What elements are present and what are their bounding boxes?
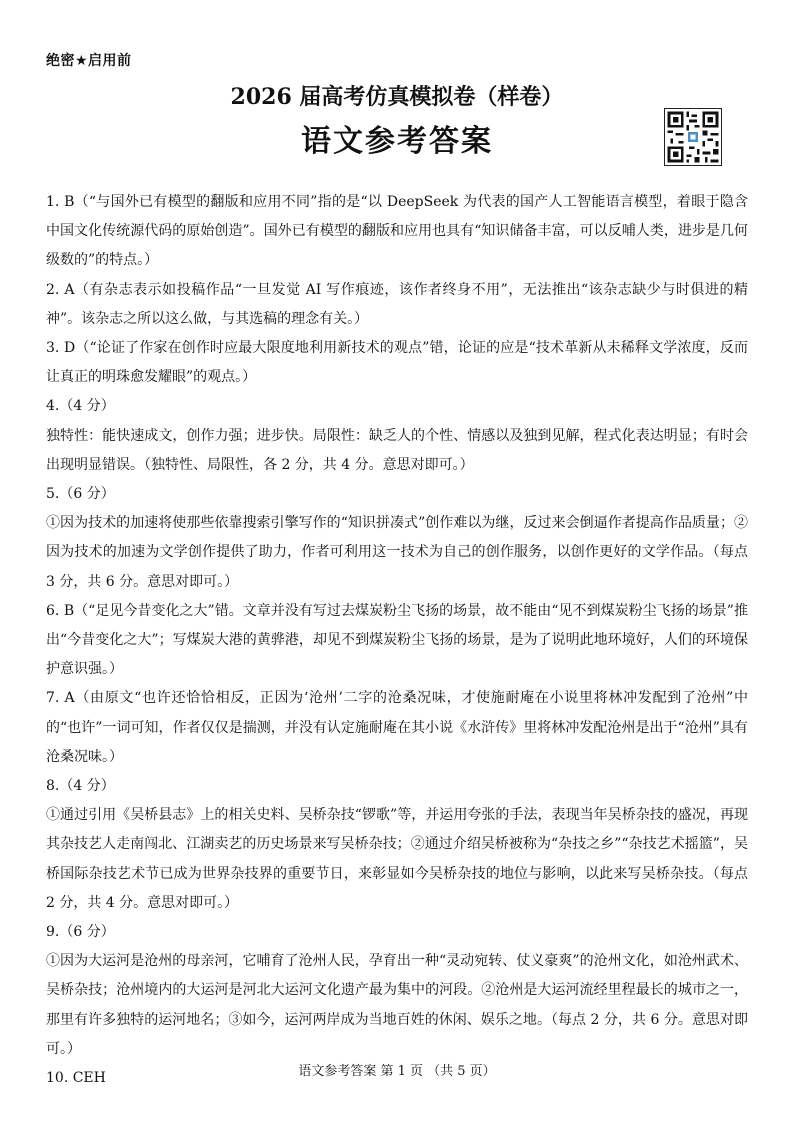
answer-9-heading: 9.（6 分） bbox=[46, 924, 115, 941]
page-footer: 语文参考答案 第 1 页 （共 5 页） bbox=[298, 1064, 496, 1079]
confidential-mark: 绝密★启用前 bbox=[46, 53, 132, 69]
answer-4-body: 独特性：能快速成文，创作力强；进步快。局限性：缺乏人的个性、情感以及独到见解，程式化表达明显；有时会出现明显错误。（独特性、局限性，各 2 分，共 4 分。意思对即可。） bbox=[46, 427, 748, 473]
answer-key-title: 语文参考答案 bbox=[301, 124, 493, 159]
answer-6: 6. B（“足见今昔变化之大”错。文章并没有写过去煤炭粉尘飞扬的场景，故不能由“见不到煤炭粉尘飞扬的场景”推出“今昔变化之大”；写煤炭大港的黄骅港，却见不到煤炭粉尘飞扬的场景，是为了说明此地环境好，人们的环境保护意识强。） bbox=[46, 602, 748, 678]
answer-list bbox=[46, 188, 748, 1093]
answer-8-heading: 8.（4 分） bbox=[46, 778, 115, 795]
qr-code-icon bbox=[664, 108, 722, 166]
answer-1: 1. B（“与国外已有模型的翻版和应用不同”指的是“以 DeepSeek 为代表的国产人工智能语言模型，着眼于隐含中国文化传统源代码的原始创造”。国外已有模型的翻版和应用也具有“知识储备丰富，可以反哺人类，进步是几何级数的”的特点。） bbox=[46, 194, 748, 269]
answer-2: 2. A（有杂志表示如投稿作品“一旦发觉 AI 写作痕迹，该作者终身不用”，无法推出“该杂志缺少与时俱进的精神”。该杂志之所以这么做，与其选稿的理念有关。） bbox=[46, 281, 748, 327]
answer-8-body: ①通过引用《吴桥县志》上的相关史料、吴桥杂技“锣歌”等，并运用夸张的手法，表现当年吴桥杂技的盛况，再现其杂技艺人走南闯北、江湖卖艺的历史场景来写吴桥杂技；②通过介绍吴桥被称为“杂技之乡”“杂技艺术摇篮”，吴桥国际杂技艺术节已成为世界杂技界的重要节日，来彰显如今吴桥杂技的地位与影响，以此来写吴桥杂技。（每点 2 分，共 4 分。意思对即可。） bbox=[46, 807, 748, 911]
answer-7: 7. A（由原文“也许还恰恰相反，正因为‘沧州’二字的沧桑况味，才使施耐庵在小说里将林冲发配到了沧州”中的“也许”一词可知，作者仅仅是揣测，并没有认定施耐庵在其小说《水浒传》里将林冲发配沧州是出于“沧州”具有沧桑况味。） bbox=[46, 690, 748, 765]
answer-10: 10. CEH bbox=[46, 1070, 106, 1087]
exam-title: 2026 届高考仿真模拟卷（样卷） bbox=[230, 84, 564, 110]
answer-4-heading: 4.（4 分） bbox=[46, 398, 115, 415]
answer-5-body: ①因为技术的加速将使那些依靠搜索引擎写作的“知识拼凑式”创作难以为继，反过来会倒逼作者提高作品质量；②因为技术的加速为文学创作提供了助力，作者可利用这一技术为自己的创作服务，以创作更好的文学作品。（每点 3 分，共 6 分。意思对即可。） bbox=[46, 515, 748, 590]
answer-5-heading: 5.（6 分） bbox=[46, 486, 115, 503]
answer-3: 3. D（“论证了作家在创作时应最大限度地利用新技术的观点”错，论证的应是“技术革新从未稀释文学浓度，反而让真正的明珠愈发耀眼”的观点。） bbox=[46, 340, 748, 386]
answer-9-body: ①因为大运河是沧州的母亲河，它哺育了沧州人民，孕育出一种“灵动宛转、仗义豪爽”的沧州文化，如沧州武术、吴桥杂技；沧州境内的大运河是河北大运河文化遗产最为集中的河段。②沧州是大运河流经里程最长的城市之一，那里有许多独特的运河地名；③如今，运河两岸成为当地百姓的休闲、娱乐之地。（每点 2 分，共 6 分。意思对即可。） bbox=[46, 953, 748, 1057]
